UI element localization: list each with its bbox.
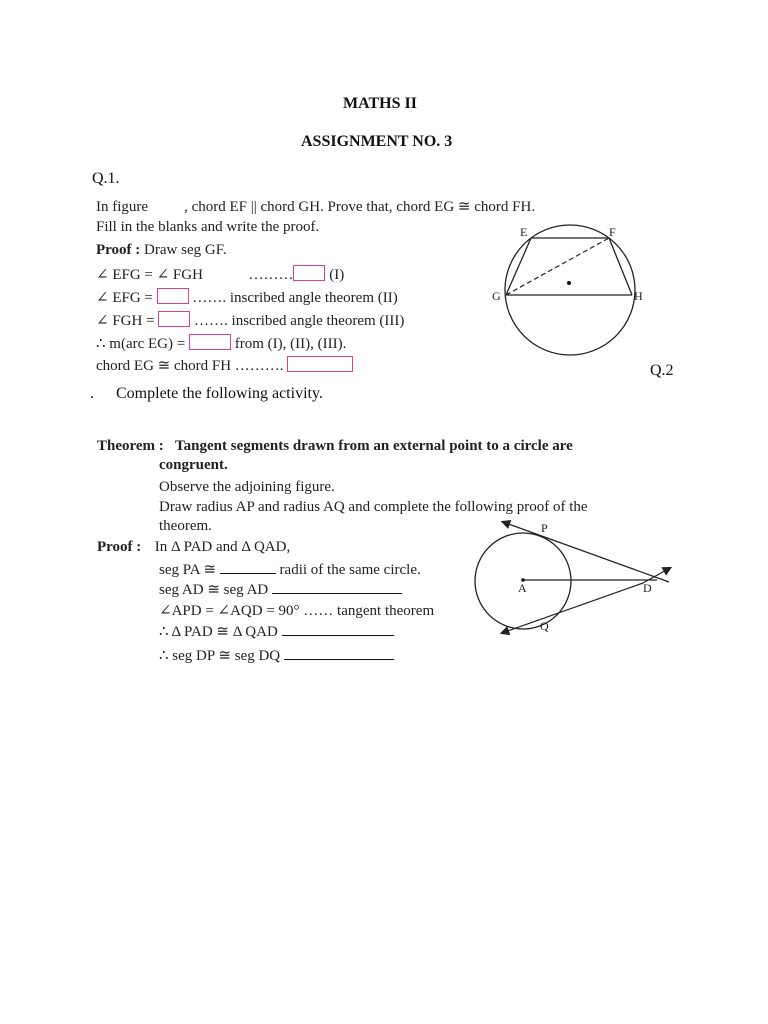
tangent-dp [503,522,669,582]
label-h: H [634,289,643,303]
assignment-number: ASSIGNMENT NO. 3 [301,133,453,150]
q1-statement-line-2: Fill in the blanks and write the proof. [96,219,320,235]
label-d: D [643,581,652,595]
q2-proof-line-4: ∠APD = ∠AQD = 90° …… tangent theorem [159,603,435,619]
q2-draw-line-1: Draw radius AP and radius AQ and complete the following proof of the [159,499,588,515]
question-2-number: Q.2 [650,362,674,379]
page-title: MATHS II [343,95,417,112]
q2-theorem-line-2: congruent. [159,457,228,473]
q1-step-5-dots: ………. [234,358,284,374]
q2-proof-6: ∴ seg DP ≅ seg DQ [159,648,281,664]
q1-statement-part-1: In figure [96,199,149,215]
label-q: Q [540,619,549,633]
q1-step-3-text: ∠ FGH = [96,313,155,329]
q1-step-1-text: ∠ EFG = ∠ FGH [96,267,203,283]
q2-proof-2b: radii of the same circle. [279,562,421,578]
label-g: G [492,289,501,303]
q1-step-1-tag: (I) [329,267,345,283]
q2-proof-5: ∴ Δ PAD ≅ Δ QAD [159,624,278,640]
label-a: A [518,581,527,595]
q1-step-5-text: chord EG ≅ chord FH [96,358,232,374]
q2-observe: Observe the adjoining figure. [159,479,335,495]
q1-step-3-reason: ……. inscribed angle theorem (III) [194,313,405,329]
q2-proof-1: In Δ PAD and Δ QAD, [154,539,291,555]
q2-proof-3: seg AD ≅ seg AD [159,582,269,598]
q2-proof-2a: seg PA ≅ [159,562,217,578]
q2-prefix: . [90,385,94,402]
q1-statement-part-2: , chord EF || chord GH. Prove that, chord EG ≅ chord FH. [184,199,536,215]
q2-proof-label: Proof : [97,539,142,555]
q2-draw-line-2: theorem. [159,518,212,534]
q1-proof-head: Draw seg GF. [140,242,227,258]
question-1-number: Q.1. [92,170,120,187]
label-f: F [609,225,616,239]
q1-step-2-reason: ……. inscribed angle theorem (II) [192,290,398,306]
q2-theorem-label: Theorem : [97,438,164,454]
q1-step-2-text: ∠ EFG = [96,290,153,306]
q1-step-1-dots: ……… [248,267,294,283]
q2-instruction: Complete the following activity. [116,385,323,402]
q1-proof-label: Proof : [96,242,141,258]
label-e: E [520,225,528,239]
label-p: P [541,521,548,535]
q1-step-4-reason: from (I), (II), (III). [234,336,347,352]
q2-theorem-text-1: Tangent segments drawn from an external point to a circle are [175,438,573,454]
q1-step-4-text: ∴ m(arc EG) = [96,336,186,352]
